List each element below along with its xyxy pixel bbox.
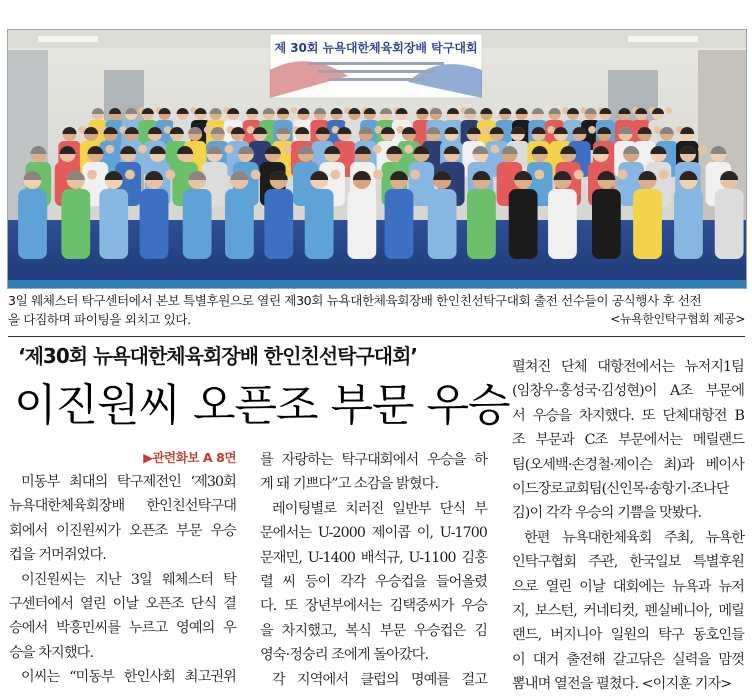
person-body: [99, 189, 128, 259]
body-line: 문에서는 U-2000 제이콥 이, U-1700: [260, 525, 487, 542]
person-body: [183, 189, 212, 259]
body-line: 지, 보스턴, 커네티컷, 펜실베니아, 메릴: [512, 602, 744, 619]
body-line: 렬 씨 등이 각각 우승컵을 들어올렸: [260, 573, 487, 590]
body-line: 를 자랑하는 탁구대회에서 우승을 하: [260, 452, 487, 468]
person-body: [428, 189, 457, 259]
body-line: 게 돼 기쁘다”고 소감을 밝혔다.: [260, 476, 439, 493]
person-fist: [373, 145, 382, 154]
body-line: 랜드, 버지니아 일원의 탁구 동호인들: [512, 627, 744, 644]
person-fist: [138, 145, 147, 154]
person-body: [674, 189, 703, 259]
body-line: 이드장로교회팀(신인목·송항기·조나단: [512, 480, 729, 497]
body-line: 이진원씨는 지난 3일 웨체스터 탁: [21, 571, 236, 588]
person-body: [385, 189, 414, 259]
person-body: [140, 189, 169, 259]
person-fist: [653, 126, 661, 134]
person-fist: [251, 170, 261, 180]
person-fist: [330, 170, 340, 180]
person-fist: [283, 145, 292, 154]
body-line: 을 차지했고, 복식 부문 우승컵은 김: [260, 622, 487, 639]
article-headline: 이진원씨 오픈조 부문 우승: [14, 380, 510, 431]
body-line: 펼쳐진 단체 대항전에서는 뉴저지1팀: [512, 359, 744, 375]
person-fist: [482, 126, 490, 134]
person-body: [509, 189, 538, 259]
person-body: [18, 189, 47, 259]
person-fist: [410, 170, 420, 180]
body-line: 각 지역에서 클럽의 명예를 걸고: [272, 671, 487, 688]
person-body: [467, 189, 496, 259]
person-body: [715, 189, 744, 259]
photo-credit: <뉴욕한인탁구협회 제공>: [610, 312, 745, 326]
body-line: 다. 또 장년부에서는 김택중씨가 우승: [260, 598, 487, 615]
person-fist: [125, 170, 135, 180]
event-banner: [270, 34, 482, 98]
person-fist: [659, 170, 669, 180]
person-fist: [105, 145, 114, 154]
person-fist: [534, 170, 544, 180]
person-fist: [373, 170, 383, 180]
article-column-3: [512, 355, 744, 696]
person-body: [61, 189, 90, 259]
body-line: 문재민, U-1400 배석규, U-1100 김홍: [260, 549, 487, 566]
person-body: [225, 189, 254, 259]
person-fist: [618, 170, 628, 180]
body-line: 승을 차지했다.: [9, 644, 94, 661]
caption-line-2: 을 다짐하며 파이팅을 외치고 있다.: [8, 312, 191, 327]
body-line: 구센터에서 열린 이날 오픈조 단식 결: [9, 595, 236, 612]
body-line: 인탁구협회 주관, 한국일보 특별후원: [512, 554, 744, 571]
person-fist: [665, 107, 672, 114]
group-photo-illustration: [8, 30, 746, 288]
person-fist: [87, 170, 97, 180]
person-body: [264, 189, 293, 259]
body-line: 뽐내며 열전을 펼쳤다. <이지훈 기자>: [512, 676, 732, 693]
person-fist: [588, 126, 596, 134]
caption-line-1: 3일 웨체스터 탁구센터에서 본보 특별후원으로 열린 제30회 뉴욕대한체육회장배 한인친선탁구대회 출전 선수들이 공식행사 후 선전: [8, 293, 702, 308]
body-line: 컵을 거머쥐었다.: [9, 547, 106, 564]
body-line: 승에서 박흥민씨를 누르고 영예의 우: [9, 620, 236, 637]
person-fist: [225, 145, 234, 154]
article-column-1: [9, 448, 236, 690]
article-column-2: [260, 448, 487, 692]
person-fist: [404, 145, 413, 154]
person-body: [633, 189, 662, 259]
body-line: 서 우승을 차지했다. 또 단체대항전 B: [512, 407, 744, 424]
person-fist: [574, 170, 584, 180]
body-line: 한편 뉴욕대한체육회 주최, 뉴욕한: [524, 529, 744, 546]
person-fist: [204, 126, 212, 134]
body-line: 조 부문과 C조 부문에서는 메릴랜드: [512, 432, 744, 449]
body-line: 영숙·정숭리 조에게 돌아갔다.: [260, 647, 429, 664]
news-photo: [7, 29, 747, 289]
person-body: [592, 189, 621, 259]
body-line: 뉴욕대한체육회장배 한인친선탁구대: [9, 498, 236, 515]
body-line: 이 대거 출전해 갈고닦은 실력을 맘껏: [512, 651, 744, 668]
person-fist: [698, 145, 707, 154]
photo-caption: [8, 291, 745, 329]
body-line: 미동부 최대의 탁구제전인 ‘제30회: [21, 474, 236, 490]
person-fist: [291, 107, 298, 114]
body-line: 회에서 이진원씨가 오픈조 부문 우승: [9, 522, 236, 539]
banner-title: 제 30회 뉴욕대한체육회장배 탁구대회: [274, 41, 478, 55]
caption-divider: [8, 336, 745, 337]
person-body: [548, 189, 577, 259]
body-line: (임창우·홍성국·김성현)이 A조 부문에: [512, 383, 744, 400]
person-body: [347, 189, 376, 259]
article-subheadline: ‘제30회 뉴욕대한체육회장배 한인친선탁구대회’: [18, 344, 418, 368]
body-line: 으로 열린 이날 대회에는 뉴욕과 뉴저: [512, 578, 744, 595]
body-line: 팀(오세백·손경철·제이슨 최)과 베이사: [512, 456, 744, 473]
related-photo-link[interactable]: ▶관련화보 A 8면: [143, 450, 236, 465]
person-fist: [490, 145, 499, 154]
person-fist: [165, 170, 175, 180]
body-line: 김)이 각각 우승의 기쁨을 맛봤다.: [512, 505, 702, 522]
body-line: 이씨는 “미동부 한인사회 최고권위: [21, 669, 236, 686]
person-body: [305, 189, 334, 259]
body-line: 레이팅별로 치러진 일반부 단식 부: [272, 500, 487, 517]
